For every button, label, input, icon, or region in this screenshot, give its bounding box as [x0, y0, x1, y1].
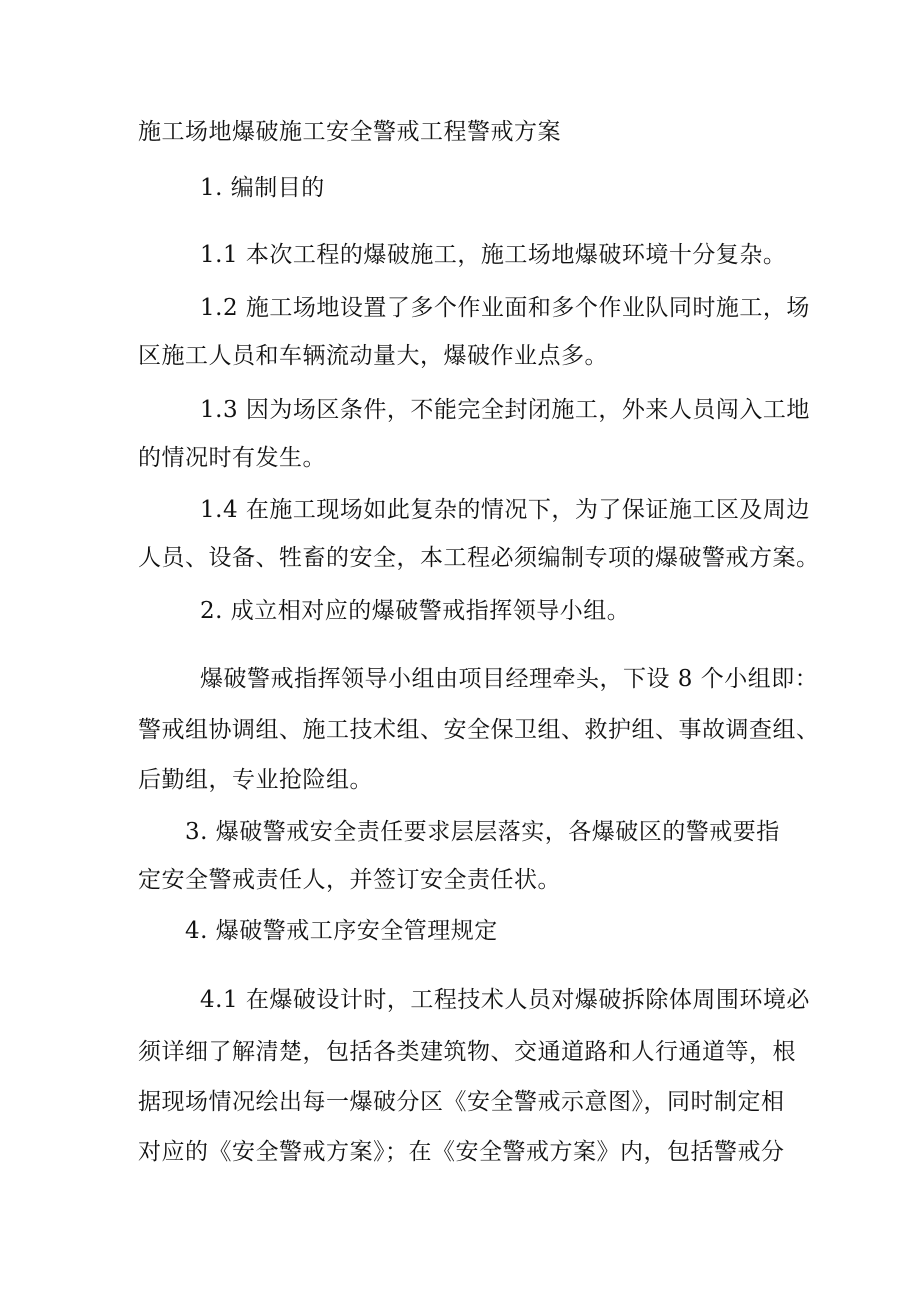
paragraph-1-2-line-1: 1.2 施工场地设置了多个作业面和多个作业队同时施工，场 [200, 295, 810, 321]
paragraph-2-line-1: 爆破警戒指挥领导小组由项目经理牵头，下设 8 个小组即： [200, 666, 819, 692]
paragraph-1-4-line-2: 人员、设备、牲畜的安全，本工程必须编制专项的爆破警戒方案。 [138, 545, 820, 571]
section-heading-4: 4. 爆破警戒工序安全管理规定 [185, 918, 498, 944]
paragraph-4-1-line-3: 据现场情况绘出每一爆破分区《安全警戒示意图》，同时制定相 [138, 1089, 785, 1115]
paragraph-1-3-line-2: 的情况时有发生。 [138, 445, 326, 471]
section-heading-3-line-2: 定安全警戒责任人，并签订安全责任状。 [138, 867, 561, 893]
paragraph-4-1-line-4: 对应的《安全警戒方案》；在《安全警戒方案》内，包括警戒分 [138, 1139, 785, 1165]
paragraph-2-line-3: 后勤组，专业抢险组。 [138, 767, 373, 793]
paragraph-1-3-line-1: 1.3 因为场区条件，不能完全封闭施工，外来人员闯入工地 [200, 397, 810, 423]
section-heading-2: 2. 成立相对应的爆破警戒指挥领导小组。 [200, 598, 631, 624]
document-title: 施工场地爆破施工安全警戒工程警戒方案 [138, 119, 561, 145]
section-heading-1: 1. 编制目的 [200, 175, 325, 201]
section-heading-3-line-1: 3. 爆破警戒安全责任要求层层落实，各爆破区的警戒要指 [185, 819, 780, 845]
paragraph-1-2-line-2: 区施工人员和车辆流动量大，爆破作业点多。 [138, 343, 608, 369]
paragraph-2-line-2: 警戒组协调组、施工技术组、安全保卫组、救护组、事故调查组、 [138, 717, 820, 743]
paragraph-4-1-line-1: 4.1 在爆破设计时，工程技术人员对爆破拆除体周围环境必 [200, 987, 810, 1013]
paragraph-1-1: 1.1 本次工程的爆破施工，施工场地爆破环境十分复杂。 [200, 242, 787, 268]
paragraph-4-1-line-2: 须详细了解清楚，包括各类建筑物、交通道路和人行通道等，根 [138, 1039, 796, 1065]
paragraph-1-4-line-1: 1.4 在施工现场如此复杂的情况下，为了保证施工区及周边 [200, 497, 810, 523]
